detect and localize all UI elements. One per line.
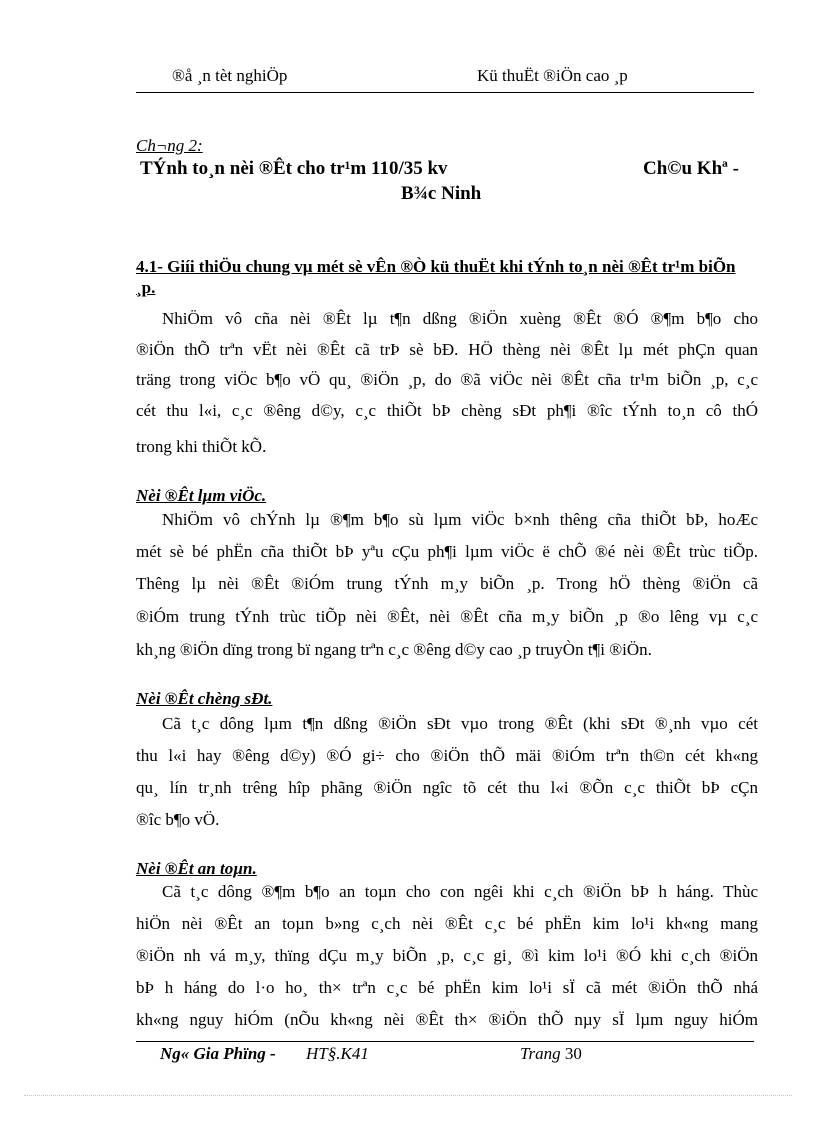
chapter-title: TÝnh to¸n nèi ®Êt cho tr¹m 110/35 kv <box>140 158 448 179</box>
paragraph-line: NhiÖm vô chÝnh lµ ®¶m b¶o sù lµm viÖc b×nh thêng cña thiÕt bÞ, hoÆc <box>162 510 758 529</box>
footer-rule <box>136 1041 754 1042</box>
paragraph-line: ®îc b¶o vÖ. <box>136 810 220 829</box>
intro-line: ®iÖn thÕ trªn vËt nèi ®Êt cã trÞ sè bÐ. HÖ thèng nèi ®Êt lµ mét phÇn quan <box>136 340 758 359</box>
intro-line: träng trong viÖc b¶o vÖ qu¸ ®iÖn ¸p, do ®ã viÖc nèi ®Êt cña tr¹m biÕn ¸p, c¸c <box>136 370 758 389</box>
header-right-text: Kü thuËt ®iÖn cao ¸p <box>477 66 628 85</box>
chapter-location-line2: B¾c Ninh <box>401 183 482 204</box>
intro-line: trong khi thiÕt kÕ. <box>136 437 267 456</box>
paragraph-line: kh«ng nguy hiÓm (nÕu kh«ng nèi ®Êt th× ®iÖn thÕ nµy sÏ lµm nguy hiÓm <box>136 1010 758 1029</box>
paragraph-line: Thêng lµ nèi ®Êt ®iÓm trung tÝnh m¸y biÕn ¸p. Trong hÖ thèng ®iÖn cã <box>136 574 758 593</box>
paragraph-line: ®iÓm trung tÝnh trùc tiÕp nèi ®Êt, nèi ®Êt cña m¸y biÕn ¸p ®o lêng vµ c¸c <box>136 607 758 626</box>
chapter-label: Ch¬ng 2: <box>136 136 203 155</box>
header-left-text: ®å ¸n tèt nghiÖp <box>172 66 288 85</box>
subsection-title-working-earthing: Nèi ®Êt lµm viÖc. <box>136 486 267 505</box>
footer-class: HT§.K41 <box>306 1044 369 1063</box>
footer-author: Ng« Gia Phïng - <box>160 1044 276 1063</box>
paragraph-line: bÞ h háng do l·o ho¸ th× trªn c¸c bé phËn kim lo¹i sÏ cã mét ®iÖn thÕ nhá <box>136 978 758 997</box>
paragraph-line: ®iÖn nh vá m¸y, thïng dÇu m¸y biÕn ¸p, c¸c gi¸ ®ì kim lo¹i ®Ó khi c¸ch ®iÖn <box>136 946 758 965</box>
subsection-title-lightning-earthing: Nèi ®Êt chèng sÐt. <box>136 689 273 708</box>
footer-page <box>520 1044 582 1064</box>
subsection-title-safety-earthing: Nèi ®Êt an toµn. <box>136 859 257 878</box>
paragraph-line: thu l«i hay ®êng d©y) ®Ó gi÷ cho ®iÖn thÕ mäi ®iÓm trªn th©n cét kh«ng <box>136 746 758 765</box>
paragraph-line: kh¸ng ®iÖn dïng trong bï ngang trªn c¸c ®êng d©y cao ¸p truyÒn t¶i ®iÖn. <box>136 640 652 659</box>
section-heading: 4.1- Giíi thiÖu chung vµ mét sè vÊn ®Ò kü thuËt khi tÝnh to¸n nèi ®Êt tr¹m biÕn ¸p. <box>136 257 736 297</box>
paragraph-line: Cã t¸c dông ®¶m b¶o an toµn cho con ngêi khi c¸ch ®iÖn bÞ h háng. Thùc <box>162 882 758 901</box>
paragraph-line: Cã t¸c dông lµm t¶n dßng ®iÖn sÐt vµo trong ®Êt (khi sÐt ®¸nh vµo cét <box>162 714 758 733</box>
paragraph-line: hiÖn nèi ®Êt an toµn b»ng c¸ch nèi ®Êt c¸c bé phËn kim lo¹i kh«ng mang <box>136 914 758 933</box>
intro-line: cét thu l«i, c¸c ®êng d©y, c¸c thiÕt bÞ chèng sÐt ph¶i ®îc tÝnh to¸n cô thÓ <box>136 401 758 420</box>
paragraph-line: mét sè bé phËn cña thiÕt bÞ yªu cÇu ph¶i lµm viÖc ë chÕ ®é nèi ®Êt trùc tiÕp. <box>136 542 758 561</box>
chapter-location-line1: Ch©u Khª - <box>643 158 739 179</box>
paragraph-line: qu¸ lín tr¸nh trêng hîp phãng ®iÖn ngîc tõ cét thu l«i ®Õn c¸c thiÕt bÞ cÇn <box>136 778 758 797</box>
footer-page-number: 30 <box>564 1044 582 1063</box>
page-bottom-dotted-edge <box>24 1095 792 1096</box>
intro-line: NhiÖm vô cña nèi ®Êt lµ t¶n dßng ®iÖn xuèng ®Êt ®Ó ®¶m b¶o cho <box>162 309 758 328</box>
footer-page-label: Trang <box>520 1044 561 1063</box>
header-rule <box>136 92 754 93</box>
